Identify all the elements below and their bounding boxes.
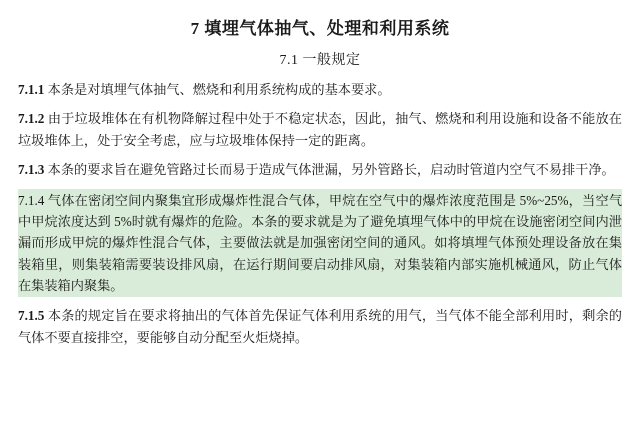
page-title: 7 填埋气体抽气、处理和利用系统 bbox=[190, 19, 450, 38]
clause-7-1-4 bbox=[18, 189, 622, 298]
clause-number: 7.1.1 bbox=[18, 82, 45, 97]
clause-number: 7.1.2 bbox=[18, 111, 45, 127]
clause-text: 本条的要求旨在避免管路过长而易于造成气体泄漏，另外管路长，启动时管道内空气不易排干净。 bbox=[47, 162, 615, 178]
clause-text: 由于垃圾堆体在有机物降解过程中处于不稳定状态，因此，抽气、燃烧和利用设施和设备不能放在垃圾堆体上，处于安全考虑，应与垃圾堆体保持一定的距离。 bbox=[18, 111, 622, 148]
highlighted-passage bbox=[18, 189, 622, 298]
clause-7-1-5 bbox=[18, 305, 622, 348]
clause-number: 7.1.4 bbox=[18, 192, 45, 208]
clause-text: 本条是对填埋气体抽气、燃烧和利用系统构成的基本要求。 bbox=[47, 82, 391, 97]
clause-7-1-2 bbox=[18, 108, 622, 151]
clause-number: 7.1.3 bbox=[18, 162, 45, 178]
clause-7-1-3 bbox=[18, 159, 622, 180]
clause-number: 7.1.5 bbox=[18, 308, 45, 324]
clause-text: 气体在密闭空间内聚集宜形成爆炸性混合气体，甲烷在空气中的爆炸浓度范围是 5%~25%，当空气中甲烷浓度达到 5%时就有爆炸的危险。本条的要求就是为了避免填埋气体中的甲烷在设施密闭空间内泄漏而形成甲烷的爆炸性混合气体，主要做法就是加强密闭空间的通风。如将填埋气体预处理设备放在集装箱里，则集装箱需要装设排风扇，在运行期间要启动排风扇，对集装箱内部实施机械通风，防止气体在集装箱内聚集。 bbox=[18, 192, 623, 293]
section-title: 7.1 一般规定 bbox=[279, 53, 361, 68]
clause-7-1-1 bbox=[18, 79, 622, 100]
clause-text: 本条的规定旨在要求将抽出的气体首先保证气体利用系统的用气，当气体不能全部利用时，剩余的气体不要直接排空，要能够自动分配至火炬烧掉。 bbox=[18, 308, 622, 345]
